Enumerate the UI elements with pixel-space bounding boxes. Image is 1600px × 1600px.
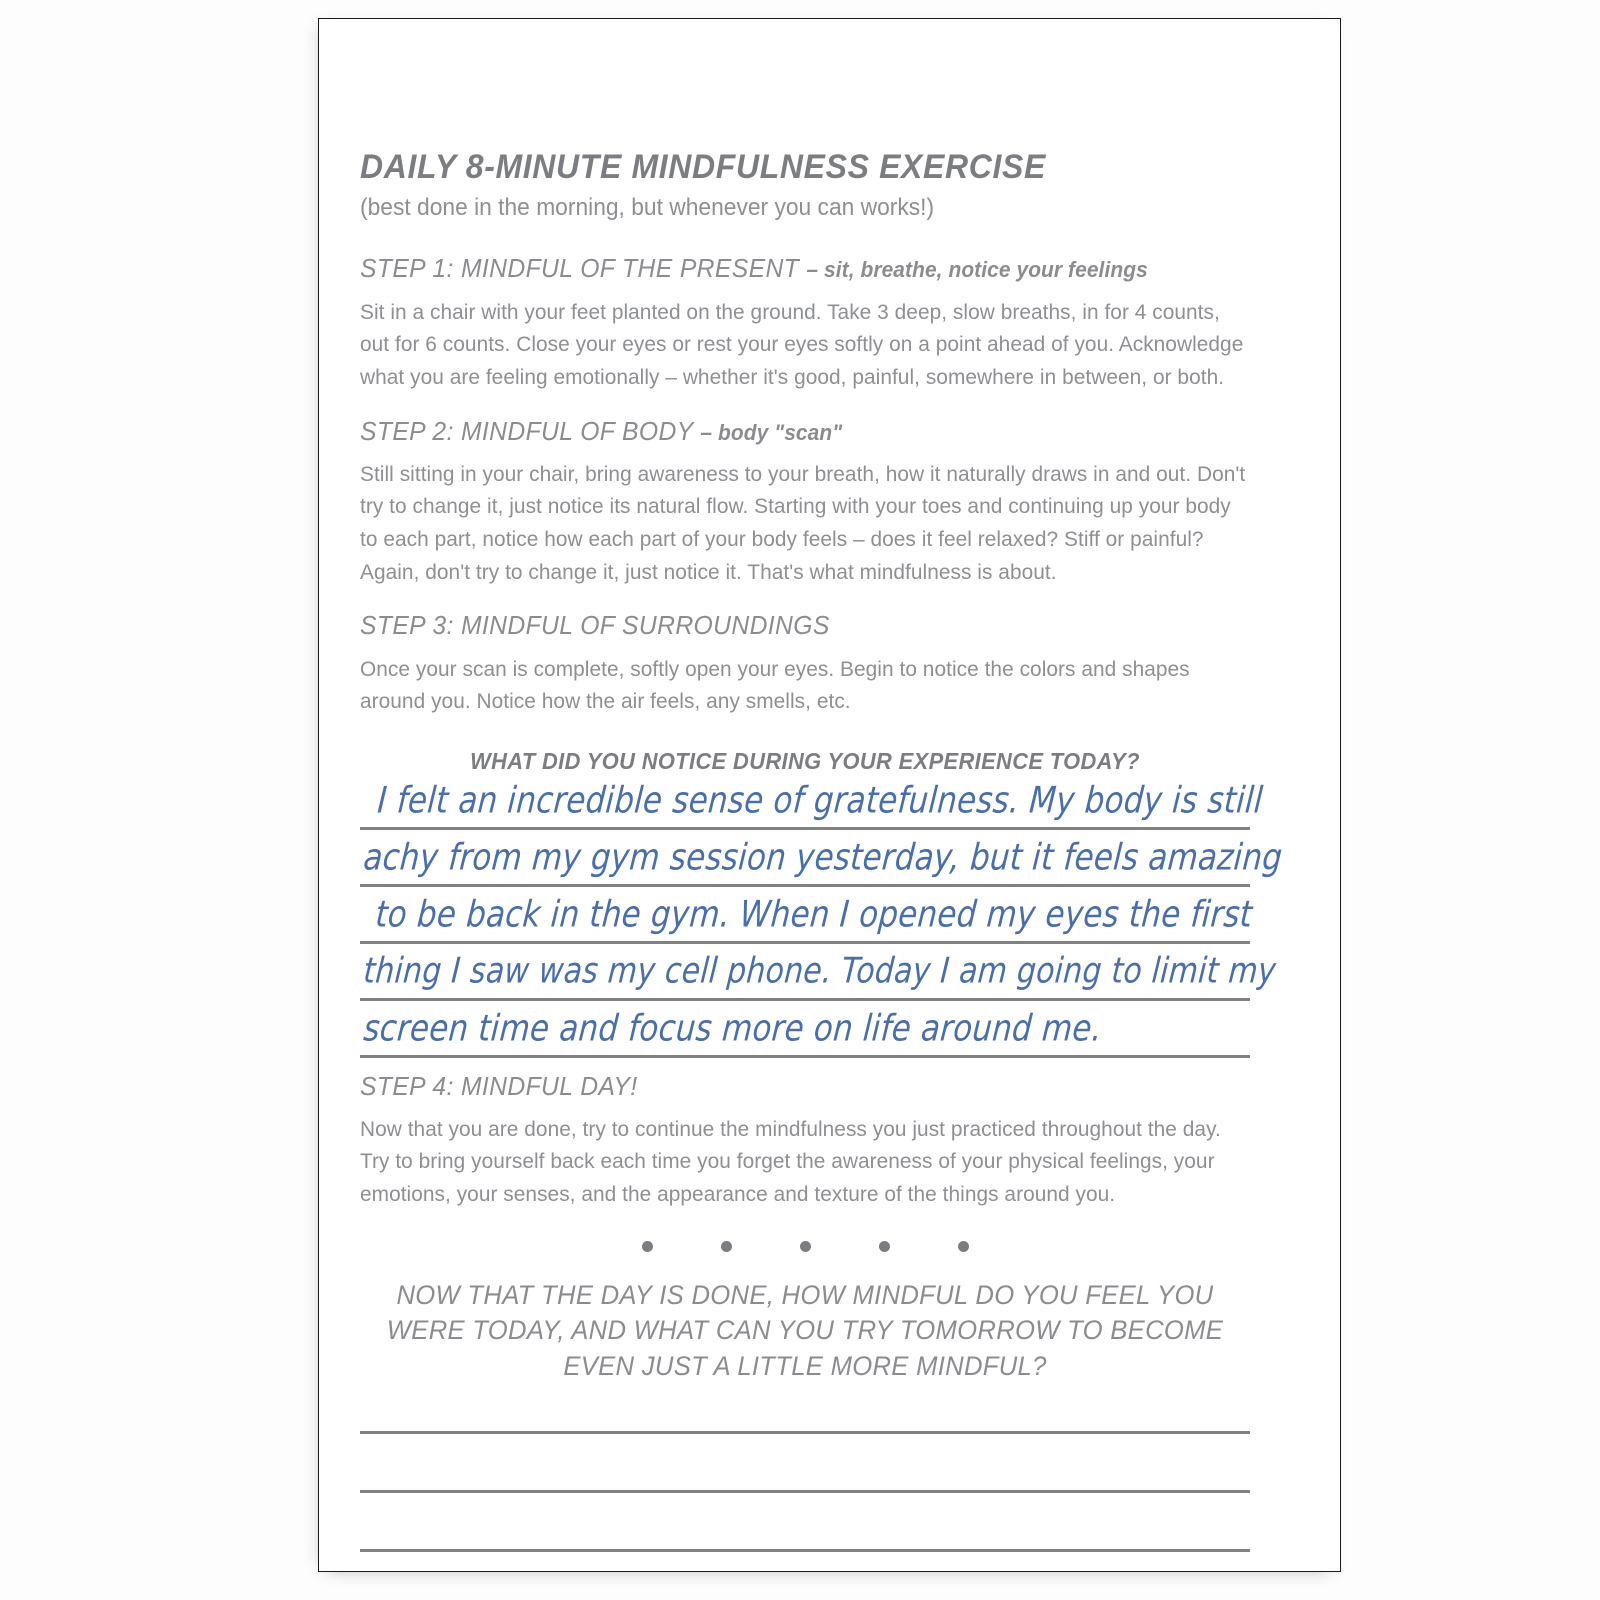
handwriting-line-5: screen time and focus more on life around me. bbox=[362, 1007, 1104, 1050]
step-1-heading-sub: – sit, breathe, notice your feelings bbox=[806, 257, 1148, 283]
handwritten-answer-area[interactable] bbox=[360, 779, 1284, 1065]
step-4-heading-main: STEP 4: MINDFUL DAY! bbox=[360, 1070, 638, 1101]
step-2-heading-main: STEP 2: MINDFUL OF BODY bbox=[360, 415, 694, 446]
answer-rule-5 bbox=[360, 1055, 1250, 1058]
answer-rule-4 bbox=[360, 998, 1250, 1001]
answer-rule-1 bbox=[360, 827, 1250, 830]
divider-dot-icon bbox=[642, 1241, 653, 1252]
page-title: DAILY 8-MINUTE MINDFULNESS EXERCISE bbox=[360, 148, 1046, 186]
step-4-heading bbox=[360, 1071, 1206, 1102]
answer-rule-3 bbox=[360, 941, 1250, 944]
notice-prompt-label: WHAT DID YOU NOTICE DURING YOUR EXPERIENCE TODAY? bbox=[470, 748, 1140, 774]
blank-answer-line-3 bbox=[360, 1549, 1250, 1552]
divider-dot-icon bbox=[800, 1241, 811, 1252]
step-3-heading bbox=[360, 610, 1206, 641]
divider-dot-icon bbox=[721, 1241, 732, 1252]
step-2-body: Still sitting in your chair, bring awareness to your breath, how it naturally draws in and out. Don't try to change it, just notice its natural flow. Starting with your toes and continuing up your body to each part, notice how each part of your body feels – does it feel relaxed? Stiff or painful? Again, don't try to change it, just notice it. That's what mindfulness is about. bbox=[360, 461, 1246, 584]
blank-answer-area[interactable] bbox=[360, 1431, 1250, 1552]
step-3-body: Once your scan is complete, softly open your eyes. Begin to notice the colors and shapes around you. Notice how the air feels, any smells, etc. bbox=[360, 656, 1190, 714]
answer-rule-2 bbox=[360, 884, 1250, 887]
step-2-heading bbox=[360, 416, 1206, 447]
closing-prompt bbox=[360, 1278, 1250, 1385]
handwriting-line-1: I felt an incredible sense of gratefulness. My body is still bbox=[376, 779, 1265, 822]
divider-dot-icon bbox=[879, 1241, 890, 1252]
worksheet-page bbox=[318, 18, 1341, 1572]
step-1-heading bbox=[360, 253, 1206, 284]
worksheet-content bbox=[360, 148, 1284, 1600]
closing-prompt-line-1: NOW THAT THE DAY IS DONE, HOW MINDFUL DO YOU FEEL YOU bbox=[396, 1279, 1214, 1310]
divider-dot-icon bbox=[958, 1241, 969, 1252]
dot-divider bbox=[360, 1241, 1250, 1252]
handwriting-line-3: to be back in the gym. When I opened my eyes the first bbox=[374, 893, 1254, 936]
page-subtitle: (best done in the morning, but whenever you can works!) bbox=[360, 194, 935, 222]
handwriting-line-4: thing I saw was my cell phone. Today I am going to limit my bbox=[362, 950, 1278, 992]
closing-prompt-line-2: WERE TODAY, AND WHAT CAN YOU TRY TOMORROW TO BECOME bbox=[386, 1315, 1224, 1346]
step-4-body: Now that you are done, try to continue the mindfulness you just practiced throughout the day. Try to bring yourself back each time you forget the awareness of your physical feelings, your emotions, your senses, and the appearance and texture of the things around you. bbox=[360, 1116, 1221, 1207]
step-1-body: Sit in a chair with your feet planted on the ground. Take 3 deep, slow breaths, in for 4 counts, out for 6 counts. Close your eyes or rest your eyes softly on a point ahead of you. Acknowledge what you are feeling emotionally – whether it's good, painful, somewhere in between, or both. bbox=[360, 299, 1244, 389]
handwriting-line-2: achy from my gym session yesterday, but it feels amazing bbox=[362, 836, 1284, 879]
blank-answer-line-2 bbox=[360, 1490, 1250, 1493]
step-2-heading-sub: – body "scan" bbox=[700, 419, 843, 445]
step-3-heading-main: STEP 3: MINDFUL OF SURROUNDINGS bbox=[360, 610, 830, 641]
closing-prompt-line-3: EVEN JUST A LITTLE MORE MINDFUL? bbox=[563, 1351, 1047, 1382]
blank-answer-line-1 bbox=[360, 1431, 1250, 1434]
step-1-heading-main: STEP 1: MINDFUL OF THE PRESENT bbox=[360, 253, 800, 284]
